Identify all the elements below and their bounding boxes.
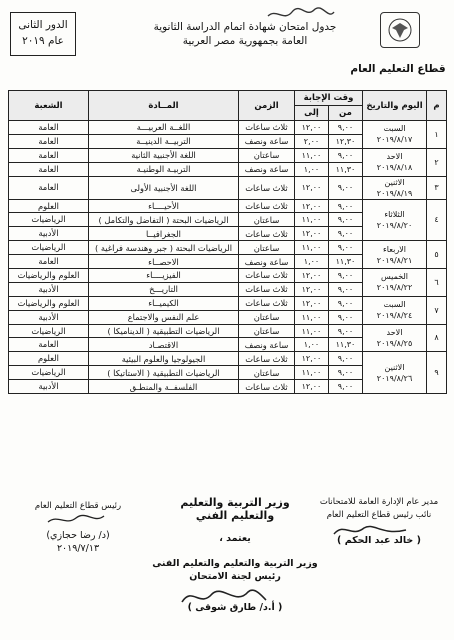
branch-cell: الأدبية xyxy=(9,227,89,241)
row-number: ٨ xyxy=(427,324,447,352)
branch-cell: الأدبية xyxy=(9,380,89,394)
duration-cell: ساعتان xyxy=(239,213,295,227)
duration-cell: ساعة ونصف xyxy=(239,162,295,176)
time-to: ١,٠٠ xyxy=(295,162,329,176)
table-row xyxy=(9,148,447,162)
duration-cell: ساعتان xyxy=(239,366,295,380)
sig-left-date: ٢٠١٩/٧/١٣ xyxy=(56,543,100,554)
duration-cell: ساعتان xyxy=(239,324,295,338)
exam-date: ٢٠١٩/٨/١٩ xyxy=(376,188,413,198)
row-number: ٢ xyxy=(427,148,447,176)
col-header-subject: المــادة xyxy=(89,91,239,121)
committee-title: رئيس لجنة الامتحان xyxy=(189,571,281,582)
branch-cell: العامة xyxy=(9,176,89,199)
day-date-cell xyxy=(363,324,427,352)
time-to: ١١,٠٠ xyxy=(295,241,329,255)
time-to: ١٢,٠٠ xyxy=(295,227,329,241)
row-number: ٦ xyxy=(427,269,447,297)
time-from: ٩,٠٠ xyxy=(329,199,363,213)
exam-date: ٢٠١٩/٨/٢٦ xyxy=(376,373,413,383)
subject-cell: الاقتصـاد xyxy=(89,338,239,352)
subject-cell: الأحيــــاء xyxy=(89,199,239,213)
time-from: ٩,٠٠ xyxy=(329,241,363,255)
table-row xyxy=(9,324,447,338)
time-to: ١٢,٠٠ xyxy=(295,282,329,296)
duration-cell: ثلاث ساعات xyxy=(239,352,295,366)
subject-cell: التربيـة الوطنيـة xyxy=(89,162,239,176)
time-from: ٩,٠٠ xyxy=(329,121,363,135)
day-date-cell xyxy=(363,269,427,297)
time-to: ١٢,٠٠ xyxy=(295,121,329,135)
branch-cell: العامة xyxy=(9,121,89,135)
duration-cell: ثلاث ساعات xyxy=(239,199,295,213)
exam-date: ٢٠١٩/٨/٢٥ xyxy=(376,338,413,348)
time-to: ١٢,٠٠ xyxy=(295,269,329,283)
time-from: ١١,٣٠ xyxy=(329,162,363,176)
subject-cell: الرياضيات التطبيقية ( الاستاتيكا ) xyxy=(89,366,239,380)
exam-date: ٢٠١٩/٨/٢٤ xyxy=(376,311,413,321)
time-to: ٢,٠٠ xyxy=(295,134,329,148)
time-from: ٩,٠٠ xyxy=(329,227,363,241)
time-from: ٩,٠٠ xyxy=(329,310,363,324)
duration-cell: ثلاث ساعات xyxy=(239,380,295,394)
subject-cell: الاحصــاء xyxy=(89,255,239,269)
time-from: ٩,٠٠ xyxy=(329,213,363,227)
sig-right-line1: مدير عام الإدارة العامة للامتحانات xyxy=(319,497,439,507)
table-row xyxy=(9,241,447,255)
day-date-cell xyxy=(363,296,427,324)
minister-title: وزير التربية والتعليم والتعليم الفنى xyxy=(152,558,318,569)
branch-cell: العامة xyxy=(9,162,89,176)
sig-right-name: ( خالد عبد الحكم ) xyxy=(337,535,421,546)
time-to: ١١,٠٠ xyxy=(295,148,329,162)
time-to: ١٢,٠٠ xyxy=(295,296,329,310)
branch-cell: الرياضيات xyxy=(9,366,89,380)
time-to: ١١,٠٠ xyxy=(295,324,329,338)
table-row xyxy=(9,121,447,135)
day-date-cell xyxy=(363,148,427,176)
subject-cell: الرياضيات البحتة ( جبر وهندسة فراغية ) xyxy=(89,241,239,255)
table-row xyxy=(9,176,447,199)
duration-cell: ساعتان xyxy=(239,310,295,324)
time-to: ١٢,٠٠ xyxy=(295,380,329,394)
subject-cell: الفلسفــة والمنطـق xyxy=(89,380,239,394)
eagle-emblem-icon xyxy=(384,16,416,44)
time-from: ٩,٠٠ xyxy=(329,176,363,199)
duration-cell: ساعتان xyxy=(239,241,295,255)
col-header-m: م xyxy=(427,91,447,121)
day-date-cell xyxy=(363,176,427,199)
subject-cell: الجغرافيــا xyxy=(89,227,239,241)
subject-cell: التربيــة الدينيــة xyxy=(89,134,239,148)
time-from: ٩,٠٠ xyxy=(329,366,363,380)
row-number: ٤ xyxy=(427,199,447,241)
col-header-to: إلى xyxy=(295,106,329,121)
subject-cell: الرياضيات التطبيقية ( الديناميكا ) xyxy=(89,324,239,338)
branch-cell: العامة xyxy=(9,338,89,352)
title-line-1: جدول امتحان شهادة اتمام الدراسة الثانوية xyxy=(153,21,337,33)
branch-cell: الأدبية xyxy=(9,282,89,296)
time-from: ١١,٣٠ xyxy=(329,338,363,352)
day-name: الثلاثاء xyxy=(384,209,405,219)
col-header-branch: الشعبة xyxy=(9,91,89,121)
sector-label: قطاع التعليم العام xyxy=(350,63,446,75)
time-to: ١٢,٠٠ xyxy=(295,176,329,199)
time-from: ٩,٠٠ xyxy=(329,324,363,338)
duration-cell: ساعة ونصف xyxy=(239,255,295,269)
table-row xyxy=(9,269,447,283)
minister-name: ( أ.د/ طارق شوقى ) xyxy=(187,602,283,613)
handwritten-signature xyxy=(46,512,106,528)
row-number: ١ xyxy=(427,121,447,149)
col-header-day: اليوم والتاريخ xyxy=(363,91,427,121)
time-to: ١,٠٠ xyxy=(295,255,329,269)
col-header-time: وقت الإجابة xyxy=(295,91,363,106)
stamp-line-2: والتعليم الفني xyxy=(195,509,275,522)
branch-cell: العلوم xyxy=(9,352,89,366)
exam-date: ٢٠١٩/٨/٢١ xyxy=(376,255,413,265)
day-name: الخميس xyxy=(380,272,409,282)
time-to: ١١,٠٠ xyxy=(295,366,329,380)
duration-cell: ساعة ونصف xyxy=(239,134,295,148)
header-row xyxy=(9,91,447,106)
subject-cell: الكيميــاء xyxy=(89,296,239,310)
page-title xyxy=(130,20,360,48)
time-from: ١١,٣٠ xyxy=(329,255,363,269)
day-date-cell xyxy=(363,121,427,149)
col-header-from: من xyxy=(329,106,363,121)
exam-date: ٢٠١٩/٨/٢٢ xyxy=(376,283,413,293)
timetable-body xyxy=(9,121,447,394)
col-header-duration: الزمن xyxy=(239,91,295,121)
branch-cell: الرياضيات xyxy=(9,324,89,338)
row-number: ٩ xyxy=(427,352,447,394)
round-box xyxy=(10,12,76,56)
branch-cell: العلوم والرياضيات xyxy=(9,269,89,283)
table-row xyxy=(9,296,447,310)
time-from: ٩,٠٠ xyxy=(329,282,363,296)
handwritten-signature xyxy=(330,520,410,540)
subject-cell: اللغــة العربيـــة xyxy=(89,121,239,135)
duration-cell: ثلاث ساعات xyxy=(239,227,295,241)
subject-cell: اللغة الأجنبية الأولى xyxy=(89,176,239,199)
time-from: ١٢,٣٠ xyxy=(329,134,363,148)
day-name: الاحد xyxy=(386,327,403,337)
branch-cell: الرياضيات xyxy=(9,213,89,227)
title-line-2: العامة بجمهورية مصر العربية xyxy=(182,35,308,47)
exam-date: ٢٠١٩/٨/١٧ xyxy=(376,135,413,145)
time-to: ١,٠٠ xyxy=(295,338,329,352)
time-to: ١١,٠٠ xyxy=(295,310,329,324)
day-date-cell xyxy=(363,199,427,241)
duration-cell: ثلاث ساعات xyxy=(239,282,295,296)
day-name: السبت xyxy=(383,124,406,134)
branch-cell: العامة xyxy=(9,255,89,269)
adopt-label: يعتمد ، xyxy=(219,533,251,544)
exam-timetable xyxy=(8,90,447,394)
day-date-cell xyxy=(363,352,427,394)
sig-left-name: (د/ رضا حجازي) xyxy=(46,530,110,541)
sig-left-title: رئيس قطاع التعليم العام xyxy=(34,501,122,511)
sig-right-line2: نائب رئيس قطاع التعليم العام xyxy=(326,510,432,520)
day-date-cell xyxy=(363,241,427,269)
subject-cell: الرياضيات البحتة ( التفاضل والتكامل ) xyxy=(89,213,239,227)
branch-cell: الأدبية xyxy=(9,310,89,324)
time-from: ٩,٠٠ xyxy=(329,148,363,162)
duration-cell: ثلاث ساعات xyxy=(239,176,295,199)
day-name: الاربعاء xyxy=(383,244,406,254)
time-from: ٩,٠٠ xyxy=(329,296,363,310)
exam-date: ٢٠١٩/٨/١٨ xyxy=(376,163,413,173)
table-row xyxy=(9,199,447,213)
row-number: ٧ xyxy=(427,296,447,324)
day-name: الاثنين xyxy=(384,177,405,187)
table-row xyxy=(9,352,447,366)
duration-cell: ساعة ونصف xyxy=(239,338,295,352)
row-number: ٥ xyxy=(427,241,447,269)
year-label: عام ٢٠١٩ xyxy=(22,35,64,47)
round-label: الدور الثانى xyxy=(18,19,68,31)
time-from: ٩,٠٠ xyxy=(329,352,363,366)
branch-cell: العامة xyxy=(9,148,89,162)
handwritten-signature xyxy=(178,582,268,612)
day-name: الاثنين xyxy=(384,362,405,372)
subject-cell: الفيزيــــاء xyxy=(89,269,239,283)
time-to: ١٢,٠٠ xyxy=(295,352,329,366)
exam-date: ٢٠١٩/٨/٢٠ xyxy=(376,220,413,230)
branch-cell: العامة xyxy=(9,134,89,148)
time-to: ١١,٠٠ xyxy=(295,213,329,227)
row-number: ٣ xyxy=(427,176,447,199)
subject-cell: اللغة الأجنبية الثانية xyxy=(89,148,239,162)
subject-cell: الجيولوجيا والعلوم البيئية xyxy=(89,352,239,366)
duration-cell: ثلاث ساعات xyxy=(239,269,295,283)
branch-cell: العلوم xyxy=(9,199,89,213)
time-from: ٩,٠٠ xyxy=(329,380,363,394)
duration-cell: ثلاث ساعات xyxy=(239,296,295,310)
ministry-logo xyxy=(380,12,420,48)
duration-cell: ثلاث ساعات xyxy=(239,121,295,135)
branch-cell: الرياضيات xyxy=(9,241,89,255)
day-name: الاحد xyxy=(386,152,403,162)
subject-cell: علم النفس والاجتماع xyxy=(89,310,239,324)
branch-cell: العلوم والرياضيات xyxy=(9,296,89,310)
day-name: السبت xyxy=(383,300,406,310)
subject-cell: التاريـــخ xyxy=(89,282,239,296)
time-from: ٩,٠٠ xyxy=(329,269,363,283)
duration-cell: ساعتان xyxy=(239,148,295,162)
stamp-line-1: وزير التربية والتعليم xyxy=(180,496,290,509)
time-to: ١٢,٠٠ xyxy=(295,199,329,213)
